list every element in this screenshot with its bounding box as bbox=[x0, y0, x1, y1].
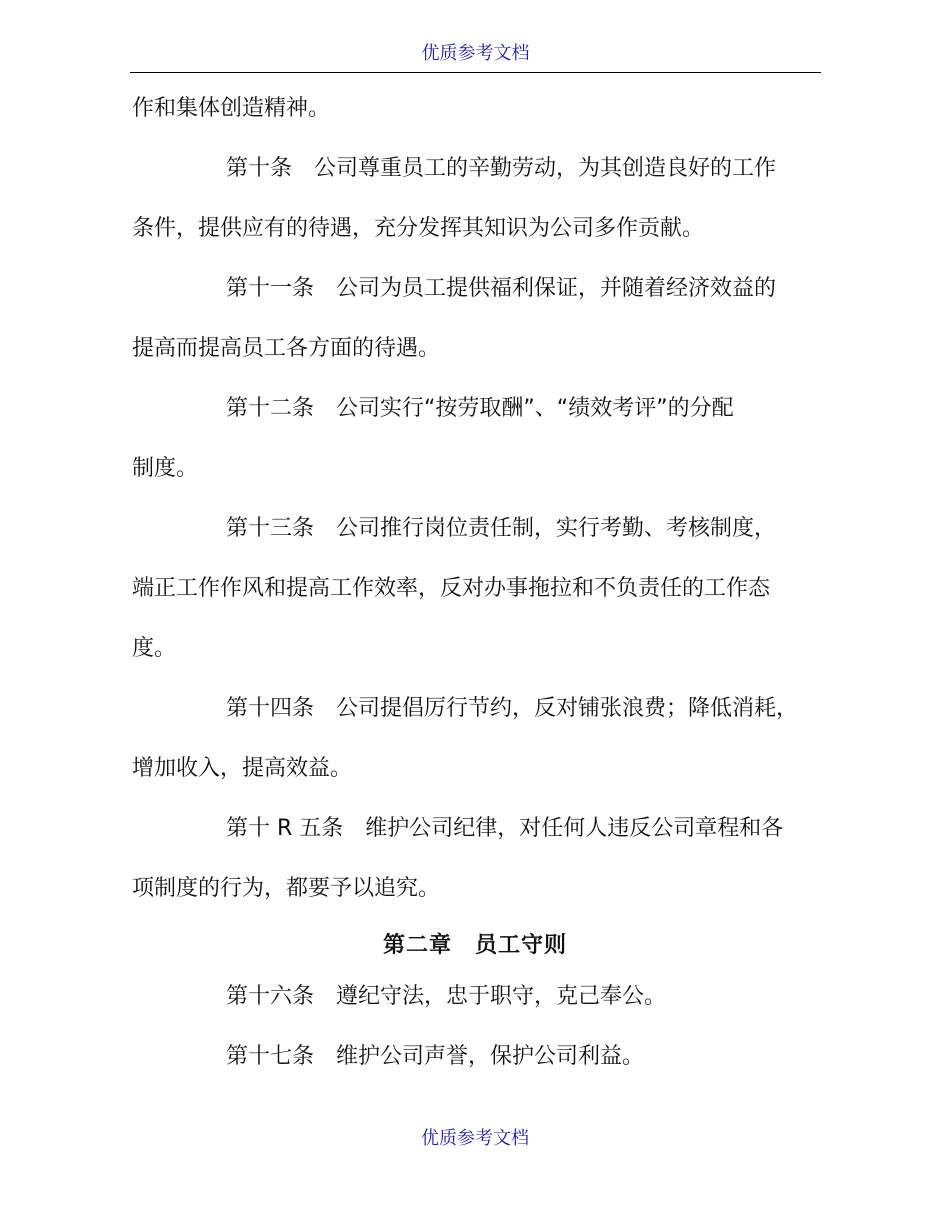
body-line: 端正工作作风和提高工作效率，反对办事拖拉和不负责任的工作态 bbox=[132, 576, 771, 601]
article-17-line: 第十七条 维护公司声誉，保护公司利益。 bbox=[226, 1044, 645, 1069]
article-14-line: 第十四条 公司提倡厉行节约，反对铺张浪费；降低消耗， bbox=[226, 696, 799, 721]
article-12-line: 第十二条 公司实行“按劳取酬”、“绩效考评”的分配 bbox=[226, 396, 734, 421]
article-13-line: 第十三条 公司推行岗位责任制，实行考勤、考核制度， bbox=[226, 516, 777, 541]
article-11-line: 第十一条 公司为员工提供福利保证，并随着经济效益的 bbox=[226, 276, 777, 301]
header-rule bbox=[130, 72, 821, 73]
body-line: 增加收入，提高效益。 bbox=[132, 756, 353, 781]
body-line: 制度。 bbox=[132, 456, 199, 481]
body-line: 作和集体创造精神。 bbox=[132, 96, 331, 121]
article-15-line: 第十 R 五条 维护公司纪律，对任何人违反公司章程和各 bbox=[226, 816, 784, 841]
article-10-line: 第十条 公司尊重员工的辛勤劳动，为其创造良好的工作 bbox=[226, 156, 777, 181]
chapter-title: 第二章 员工守则 bbox=[382, 933, 567, 958]
body-line: 条件，提供应有的待遇，充分发挥其知识为公司多作贡献。 bbox=[132, 216, 705, 241]
body-line: 项制度的行为，都要予以追究。 bbox=[132, 876, 441, 901]
article-16-line: 第十六条 遵纪守法，忠于职守，克己奉公。 bbox=[226, 984, 667, 1009]
body-line: 度。 bbox=[132, 636, 177, 661]
page-footer: 优质参考文档 bbox=[421, 1128, 529, 1149]
body-line: 提高而提高员工各方面的待遇。 bbox=[132, 336, 441, 361]
page-header: 优质参考文档 bbox=[421, 43, 530, 64]
